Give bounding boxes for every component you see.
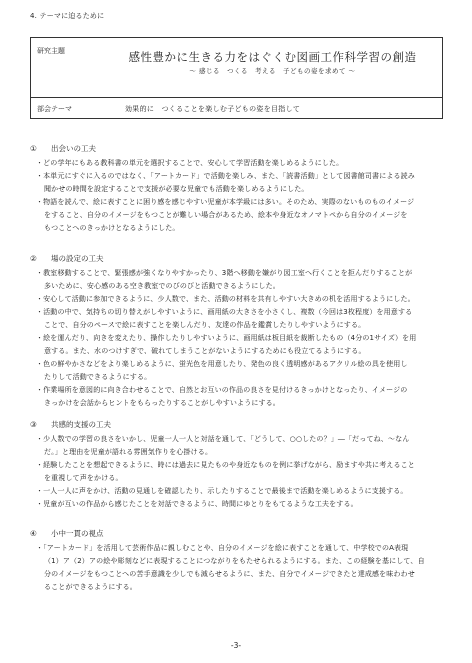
section-body xyxy=(36,267,446,410)
body-line: ・児童が互いの作品から感じたことを対話できるように、時間にゆとりをもてるような工夫をする。 xyxy=(36,500,358,508)
section-body xyxy=(36,157,446,235)
body-line: ・本単元にすぐに入るのではなく、「アートカード」で活動を楽しみ、また、「読書活動」として図書館司書による読み xyxy=(36,172,415,180)
research-theme-label: 研究主題 xyxy=(37,47,65,55)
body-line: ・安心して活動に参加できるように、少人数で、また、活動の材料を共有しやすい大きめの机を活用するようにした。 xyxy=(36,295,415,303)
research-theme-row xyxy=(31,38,442,98)
body-line: ることができるようにする。 xyxy=(44,583,137,591)
body-line: もつことへのきっかけとなるようにした。 xyxy=(44,224,180,232)
theme-box xyxy=(30,37,443,119)
section-title-text: 小中一貫の視点 xyxy=(51,529,104,538)
body-line: たりして活動できるようにする。 xyxy=(44,373,152,381)
section-title xyxy=(30,143,96,154)
section-title-text: 共感的支援の工夫 xyxy=(51,420,111,429)
section-title-text: 出会いの工夫 xyxy=(51,144,96,153)
section-heading: 4. テーマに迫るために xyxy=(30,12,105,20)
section-title-text: 場の設定の工夫 xyxy=(51,254,104,263)
section-number: ① xyxy=(30,144,37,153)
body-line: 分のイメージをもつことへの苦手意識を少しでも減らせるように、また、自分でイメージできたと達成感を味わわせ xyxy=(44,570,415,578)
body-line: ・「アートカード」を活用して芸術作品に親しむことや、自分のイメージを絵に表すことを通して、中学校でのA表現 xyxy=(36,544,409,552)
section-number: ③ xyxy=(30,420,37,429)
body-line: ・色の鮮やかさなどをより楽しめるように、蛍光色を用意したり、発色の良く透明感があるアクリル絵の具を使用し xyxy=(36,360,408,368)
body-line: だ。」と理由を児童が語れる雰囲気作りを心掛ける。 xyxy=(44,448,213,456)
body-line: ことで、自分のペースで絵に表すことを楽しんだり、友達の作品を鑑賞したりしやすいようにする。 xyxy=(44,321,366,329)
section-title xyxy=(30,419,111,430)
body-line: ・作業場所を意図的に向き合わせることで、自然とお互いの作品の良さを見付けるきっかけとなったり、イメージの xyxy=(36,386,408,394)
body-line: ・物語を読んで、絵に表すことに困り感を感じやすい児童が本学級には多い。そのため、実際のないものものイメージ xyxy=(36,198,415,206)
section-title xyxy=(30,253,104,264)
page-number: -3- xyxy=(230,641,242,650)
body-line: 聞かせの時間を設定することで支援が必要な児童でも活動を楽しめるようにした。 xyxy=(44,185,309,193)
body-line: ・絵を運んだり、向きを変えたり、操作したりしやすいように、画用紙は板目紙を裁断したもの（4分の1サイズ）を用 xyxy=(36,334,417,342)
section-title xyxy=(30,528,104,539)
body-line: きっかけを会話からヒントをもらったりすることがしやすいようにする。 xyxy=(44,399,280,407)
section-number: ② xyxy=(30,254,37,263)
bukai-theme-text: 効果的に つくることを楽しむ子どもの姿を目指して xyxy=(125,105,301,113)
research-theme-subtitle: ～ 感じる つくる 考える 子どもの姿を求めて ～ xyxy=(189,67,356,75)
bukai-theme-row xyxy=(31,98,442,119)
research-theme-title: 感性豊かに生きる力をはぐくむ図画工作科学習の創造 xyxy=(128,50,417,64)
body-line: ・教室移動することで、緊張感が強くなりやすかったり、3階へ移動を嫌がり図工室へ行くことを拒んだりすることが xyxy=(36,269,413,277)
section-number: ④ xyxy=(30,529,37,538)
body-line: ・どの学年にもある教科書の単元を選択することで、安心して学習活動を楽しめるようにした。 xyxy=(36,159,344,167)
body-line: ・活動の中で、気持ちの切り替えがしやすいように、画用紙の大きさを小さくし、複数（今回は3枚程度）を用意する xyxy=(36,308,413,316)
section-body xyxy=(36,433,446,511)
body-line: ・一人一人に声をかけ、活動の見通しを確認したり、示したりすることで最後まで活動を楽しめるように支援する。 xyxy=(36,487,408,495)
body-line: （1）ア（2）アの絵や彫刻などに表現することにつながりをもたせられるようにする。また、この経験を基にして、自 xyxy=(44,557,425,565)
body-line: ・経験したことを想起できるように、時には過去に見たものや身近なものを例に挙げながら、励ますや共に考えること xyxy=(36,461,415,469)
body-line: 多いために、安心感のある空き教室でのびのびと活動できるようにした。 xyxy=(44,282,280,290)
section-body xyxy=(36,542,446,594)
body-line: をすること、自分のイメージをもつことが難しい場合があるため、絵本や身近なオノマトペから自分のイメージを xyxy=(44,211,408,219)
body-line: を重視して声をかける。 xyxy=(44,474,123,482)
body-line: ・少人数での学習の良さをいかし、児童一人一人と対話を通して、「どうして、○○したの？」―「だってね、～なん xyxy=(36,435,410,443)
body-line: 意する。また、水のつけすぎで、破れてしまうことがないようにするためにも役立てるようにする。 xyxy=(44,347,366,355)
bukai-theme-label: 部会テーマ xyxy=(37,105,72,113)
